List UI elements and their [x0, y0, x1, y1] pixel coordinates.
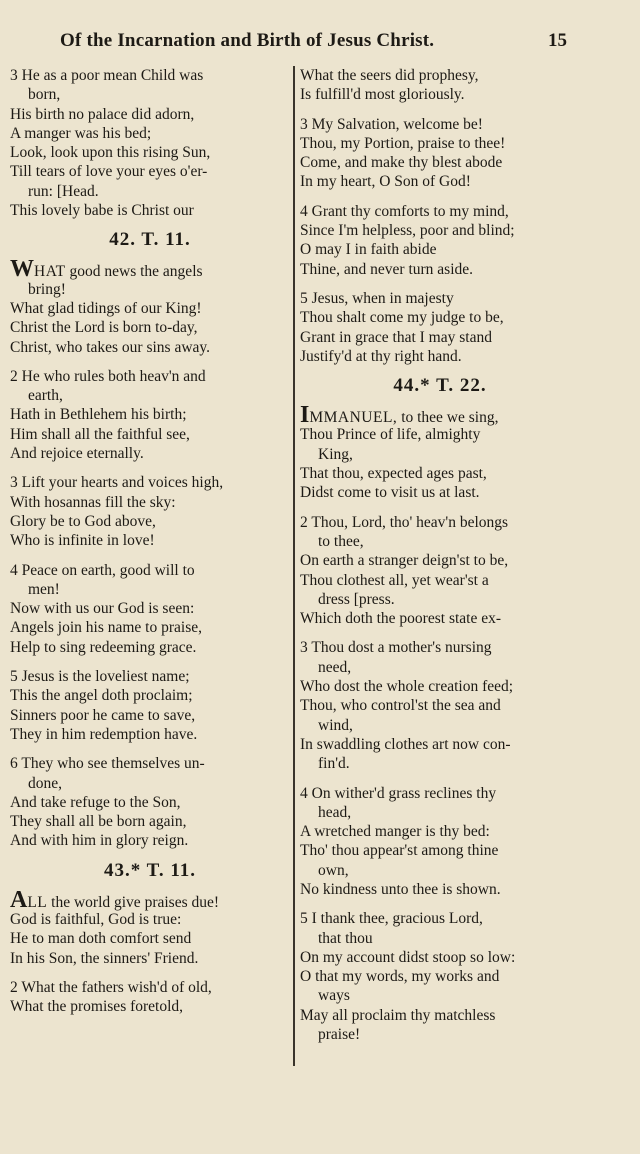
stanza-gap	[300, 774, 580, 784]
verse-line: God is faithful, God is true:	[10, 910, 182, 928]
page-number: 15	[548, 30, 567, 51]
verse-line: Him shall all the faithful see,	[10, 425, 190, 443]
stanza-gap	[10, 357, 290, 367]
verse-line: head,	[318, 803, 352, 821]
verse-line: And with him in glory reign.	[10, 832, 189, 850]
verse-line: O may I in faith abide	[300, 241, 437, 259]
verse-line: This lovely babe is Christ our	[10, 202, 194, 220]
stanza-gap	[10, 463, 290, 473]
verse-line: Christ, who takes our sins away.	[10, 338, 211, 356]
verse-line: What the seers did prophesy,	[300, 67, 479, 84]
verse-line: 4 On wither'd grass reclines thy	[300, 784, 497, 802]
first-line-text: good news the angels	[65, 263, 203, 281]
verse-line: Thou, who control'st the sea and	[300, 697, 501, 715]
verse-line: With hosannas fill the sky:	[10, 493, 176, 511]
verse-line: On my account didst stoop so low:	[300, 948, 516, 966]
verse-line: A manger was his bed;	[10, 124, 152, 142]
verse-line: 4 Grant thy comforts to my mind,	[300, 202, 509, 220]
verse-line: Glory be to God above,	[10, 512, 156, 530]
verse-line: And take refuge to the Son,	[10, 793, 181, 811]
verse-line: Didst come to visit us at last.	[300, 484, 480, 502]
stanza-gap	[300, 503, 580, 513]
verse-line: Sinners poor he came to save,	[10, 706, 196, 724]
verse-line: Justify'd at thy right hand.	[300, 347, 462, 365]
verse-line: Angels join his name to praise,	[10, 619, 202, 637]
hymn-first-line	[10, 256, 290, 283]
verse-line: 2 He who rules both heav'n and	[10, 367, 206, 385]
verse-line: to thee,	[318, 532, 364, 550]
right-column	[300, 66, 580, 1044]
verse-line: fin'd.	[318, 755, 350, 773]
verse-line: This the angel doth proclaim;	[10, 687, 193, 705]
verse-line: dress [press.	[318, 590, 395, 608]
stanza-gap	[10, 968, 290, 978]
verse-line: born,	[28, 86, 61, 104]
stanza-gap	[300, 192, 580, 202]
first-line-text: the world give praises due!	[47, 893, 220, 911]
small-caps-word: HAT	[34, 263, 66, 281]
verse-line: Thou shalt come my judge to be,	[300, 309, 504, 327]
stanza-gap	[300, 628, 580, 638]
verse-line: Till tears of love your eyes o'er-	[10, 163, 208, 181]
verse-line: 3 He as a poor mean Child was	[10, 67, 204, 84]
verse-line: They in him redemption have.	[10, 725, 198, 743]
verse-line: What glad tidings of our King!	[10, 299, 202, 317]
verse-line: O that my words, my works and	[300, 968, 500, 986]
verse-line: 5 Jesus, when in majesty	[300, 289, 454, 307]
verse-line: That thou, expected ages past,	[300, 465, 487, 483]
stanza-gap	[10, 744, 290, 754]
verse-line: 3 Thou dost a mother's nursing	[300, 639, 492, 657]
verse-line: wind,	[318, 716, 353, 734]
first-line-text: to thee we sing,	[397, 409, 499, 427]
verse-line: 5 Jesus is the loveliest name;	[10, 668, 190, 686]
verse-line: ways	[318, 987, 350, 1005]
verse-line: In his Son, the sinners' Friend.	[10, 949, 199, 967]
verse-line: Hath in Bethlehem his birth;	[10, 406, 187, 424]
verse-line: Who is infinite in love!	[10, 532, 155, 550]
verse-line: Is fulfill'd most gloriously.	[300, 86, 465, 104]
verse-line: Now with us our God is seen:	[10, 600, 195, 618]
stanza-gap	[10, 551, 290, 561]
hymn-number: 44.* T. 22.	[393, 375, 487, 397]
verse-line: done,	[28, 774, 63, 792]
verse-line: 3 Lift your hearts and voices high,	[10, 474, 224, 492]
verse-line: Who dost the whole creation feed;	[300, 678, 514, 696]
drop-cap: A	[10, 886, 28, 913]
verse-line: Look, look upon this rising Sun,	[10, 144, 211, 162]
verse-line: men!	[28, 580, 60, 598]
hymn-first-line	[10, 886, 290, 913]
column-divider	[293, 66, 295, 1066]
hymn-first-line	[300, 402, 580, 429]
small-caps-word: LL	[27, 893, 48, 911]
drop-cap: W	[10, 256, 34, 283]
verse-line: And rejoice eternally.	[10, 445, 144, 463]
verse-line: own,	[318, 861, 349, 879]
stanza-gap	[300, 279, 580, 289]
verse-line: Tho' thou appear'st among thine	[300, 842, 499, 860]
verse-line: May all proclaim thy matchless	[300, 1006, 496, 1024]
verse-line: In my heart, O Son of God!	[300, 173, 471, 191]
drop-cap: I	[300, 402, 310, 429]
verse-line: 2 Thou, Lord, tho' heav'n belongs	[300, 513, 509, 531]
verse-line: No kindness unto thee is shown.	[300, 880, 501, 898]
verse-line: earth,	[28, 387, 63, 405]
verse-line: 4 Peace on earth, good will to	[10, 561, 195, 579]
stanza-gap	[300, 105, 580, 115]
verse-line: What the promises foretold,	[10, 998, 184, 1016]
verse-line: that thou	[318, 929, 373, 947]
verse-line: Thou clothest all, yet wear'st a	[300, 571, 489, 589]
hymn-number: 42. T. 11.	[109, 229, 191, 251]
verse-line: On earth a stranger deign'st to be,	[300, 552, 509, 570]
verse-line: Come, and make thy blest abode	[300, 154, 503, 172]
verse-line: Christ the Lord is born to-day,	[10, 319, 198, 337]
verse-line: praise!	[318, 1026, 361, 1044]
stanza-gap	[300, 899, 580, 909]
verse-line: 3 My Salvation, welcome be!	[300, 115, 483, 133]
verse-line: Thine, and never turn aside.	[300, 260, 474, 278]
verse-line: bring!	[28, 280, 66, 298]
verse-line: King,	[318, 445, 353, 463]
left-column	[10, 66, 290, 1016]
stanza-gap	[10, 657, 290, 667]
verse-line: Help to sing redeeming grace.	[10, 638, 197, 656]
verse-line: Thou, my Portion, praise to thee!	[300, 134, 506, 152]
verse-line: He to man doth comfort send	[10, 930, 192, 948]
verse-line: Grant in grace that I may stand	[300, 328, 492, 346]
verse-line: run: [Head.	[28, 182, 99, 200]
small-caps-word: MMANUEL,	[309, 409, 398, 427]
hymn-number: 43.* T. 11.	[103, 859, 197, 881]
verse-line: In swaddling clothes art now con-	[300, 735, 511, 753]
verse-line: A wretched manger is thy bed:	[300, 823, 490, 841]
verse-line: His birth no palace did adorn,	[10, 105, 195, 123]
verse-line: 6 They who see themselves un-	[10, 755, 205, 773]
verse-line: Since I'm helpless, poor and blind;	[300, 222, 515, 240]
running-title: Of the Incarnation and Birth of Jesus Christ.	[60, 30, 435, 51]
verse-line: 5 I thank thee, gracious Lord,	[300, 910, 483, 928]
verse-line: Thou Prince of life, almighty	[300, 426, 481, 444]
verse-line: Which doth the poorest state ex-	[300, 610, 502, 628]
verse-line: need,	[318, 658, 352, 676]
verse-line: 2 What the fathers wish'd of old,	[10, 978, 212, 996]
verse-line: They shall all be born again,	[10, 813, 187, 831]
